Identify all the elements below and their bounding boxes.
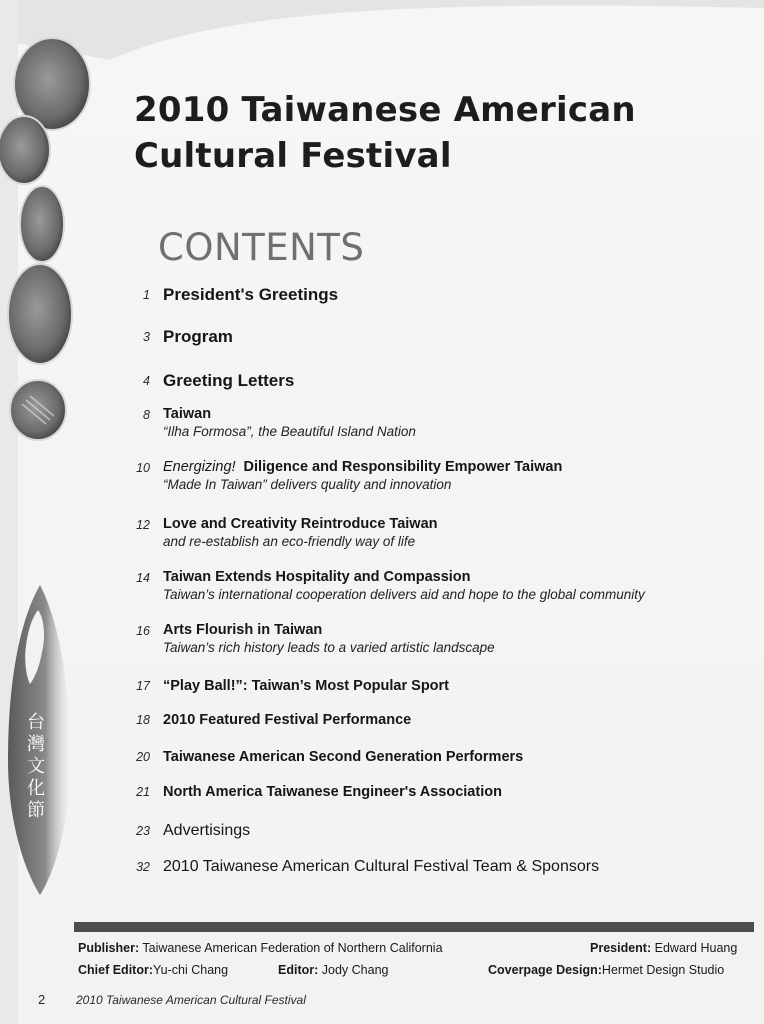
vertical-chinese-label [22,712,50,822]
toc-entry-title: 2010 Featured Festival Performance [163,712,412,728]
document-title-line-2: Cultural Festival [134,136,452,176]
toc-entry-title: Love and Creativity Reintroduce Taiwan [163,516,438,532]
toc-page-number: 23 [136,824,150,838]
publisher-credit [78,940,443,956]
president-label: President: [590,941,652,955]
toc-page-number: 4 [143,374,150,388]
toc-entry-title: North America Taiwanese Engineer's Association [163,784,502,800]
toc-entry-title: Taiwan [163,406,212,422]
vertical-label-char: 節 [27,800,45,821]
toc-page-number: 17 [136,679,150,693]
toc-entry-title: President's Greetings [163,285,339,304]
toc-entry-subtitle: Taiwan’s rich history leads to a varied artistic landscape [163,640,495,655]
toc-page-number: 3 [143,330,150,344]
toc-entry-title: “Play Ball!”: Taiwan’s Most Popular Sport [163,678,450,694]
vertical-label-char: 化 [27,778,45,799]
toc-entry-subtitle: Taiwan’s international cooperation delivers aid and hope to the global community [163,587,645,602]
toc-entry-title: Diligence and Responsibility Empower Taiwan [243,459,563,475]
photo-medallion-2 [0,116,50,184]
toc-page-number: 12 [136,518,150,532]
toc-entry-prefix: Energizing! [163,459,236,475]
running-footer-title: 2010 Taiwanese American Cultural Festival [76,993,306,1007]
president-credit [590,940,737,956]
toc-page-number: 1 [143,288,150,302]
editor-value: Jody Chang [321,963,389,977]
top-swoosh-decoration [0,0,764,90]
vertical-label-char: 灣 [27,734,45,755]
left-decorative-strip [0,0,110,1024]
toc-entry-subtitle: and re-establish an eco-friendly way of life [163,534,416,549]
toc-entry-title: Arts Flourish in Taiwan [163,622,323,638]
toc-entry-title: Taiwanese American Second Generation Performers [163,749,524,765]
footer-rule [74,922,754,932]
toc-entry-title: Greeting Letters [163,371,295,390]
toc-entry-title: 2010 Taiwanese American Cultural Festival Team & Sponsors [163,858,600,875]
toc-entry-subtitle: “Ilha Formosa”, the Beautiful Island Nation [163,424,416,439]
chief-editor-value: Yu-chi Chang [153,963,229,977]
coverpage-credit [488,962,724,978]
toc-page-number: 18 [136,713,150,727]
editor-label: Editor: [278,963,319,977]
photo-medallion-4 [8,264,72,364]
toc-entry-subtitle: “Made In Taiwan” delivers quality and innovation [163,477,452,492]
chief-editor-credit [78,962,228,978]
toc-page-number: 32 [136,860,150,874]
publisher-value: Taiwanese American Federation of Northern California [142,941,443,955]
vertical-label-char: 台 [27,712,45,733]
toc-page-number: 16 [136,624,150,638]
toc-entry-title: Program [163,327,233,346]
toc-page-number: 21 [136,785,150,799]
chief-editor-label: Chief Editor: [78,963,153,977]
contents-heading: CONTENTS [158,226,365,269]
document-title-line-1: 2010 Taiwanese American [134,90,636,130]
toc-entry-title-row [163,458,753,476]
president-value: Edward Huang [654,941,738,955]
vertical-label-char: 文 [27,756,45,777]
toc-page-number: 10 [136,461,150,475]
editor-credit [278,962,388,978]
toc-page-number: 8 [143,408,150,422]
toc-page-number: 20 [136,750,150,764]
publisher-label: Publisher: [78,941,140,955]
document-title [134,87,636,179]
photo-medallion-3 [20,186,64,262]
coverpage-value: Hermet Design Studio [601,963,725,977]
page-number: 2 [38,992,46,1007]
coverpage-label: Coverpage Design: [488,963,602,977]
toc-entry-title: Advertisings [163,822,251,839]
toc-page-number: 14 [136,571,150,585]
toc-entry-title: Taiwan Extends Hospitality and Compassion [163,569,471,585]
